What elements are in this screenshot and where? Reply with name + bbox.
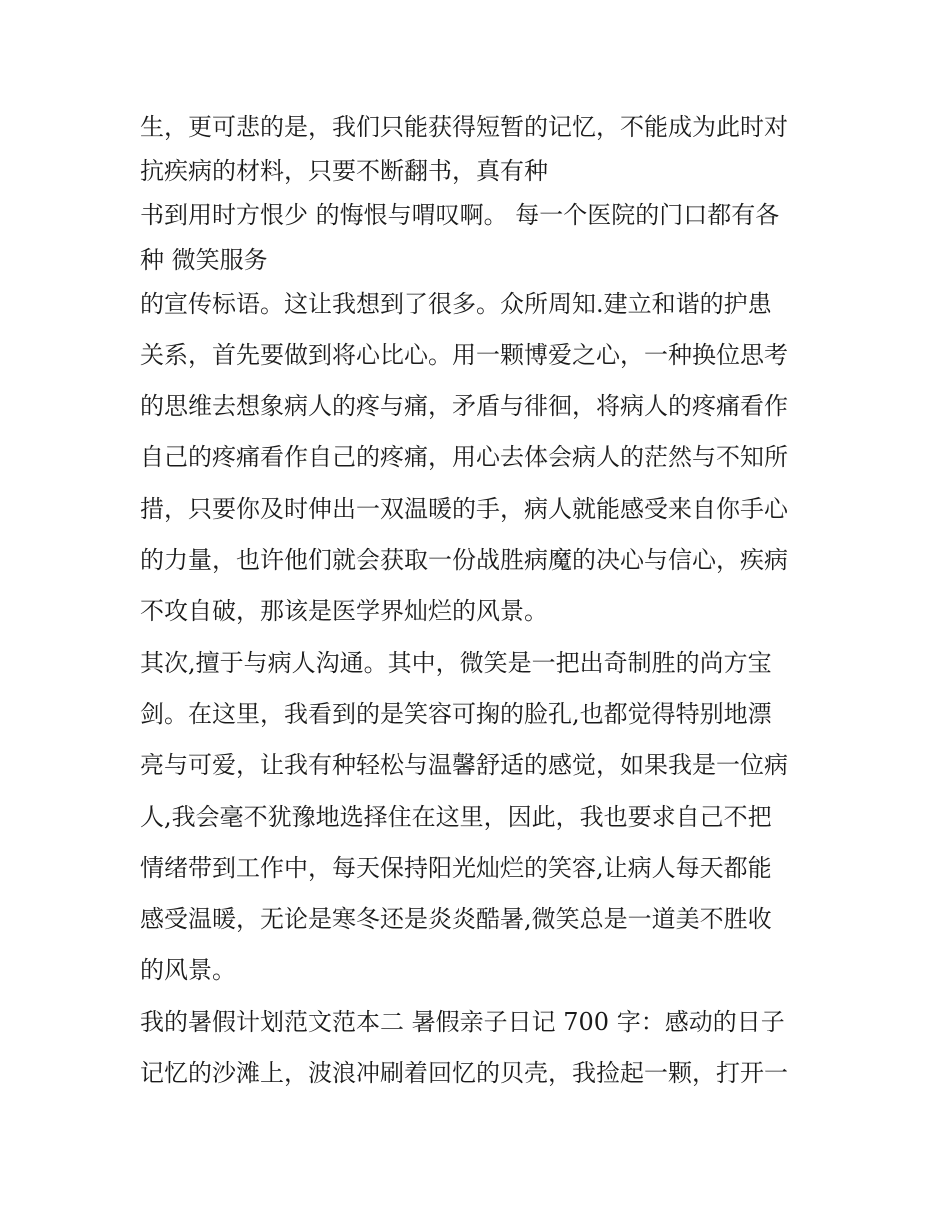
- text-line-6: 关系，首先要做到将心比心。用一颗博爱之心，一种换位思考: [140, 340, 788, 369]
- document-body: [140, 102, 820, 1099]
- text-line-5: 的宣传标语。这让我想到了很多。众所周知.建立和谐的护患: [140, 289, 772, 318]
- text-line-14: 亮与可爱，让我有种轻松与温馨舒适的感觉，如果我是一位病: [140, 751, 788, 780]
- text-line-18: 的风景。: [140, 956, 236, 985]
- text-line-11: 不攻自破，那该是医学界灿烂的风景。: [140, 597, 548, 626]
- text-line-20: 记忆的沙滩上，波浪冲刷着回忆的贝壳，我捡起一颗，打开一: [140, 1059, 788, 1088]
- text-line-3: 书到用时方恨少 的悔恨与喟叹啊。 每一个医院的门口都有各: [140, 201, 780, 230]
- text-line-13: 剑。在这里，我看到的是笑容可掬的脸孔,也都觉得特别地漂: [140, 699, 772, 728]
- text-line-2: 抗疾病的材料，只要不断翻书，真有种: [140, 157, 548, 186]
- text-line-19: 我的暑假计划范文范本二 暑假亲子日记 700 字：感动的日子: [140, 1007, 785, 1036]
- text-line-16: 情绪带到工作中，每天保持阳光灿烂的笑容,让病人每天都能: [140, 853, 772, 882]
- text-line-8: 自己的疼痛看作自己的疼痛，用心去体会病人的茫然与不知所: [140, 443, 788, 472]
- text-line-4: 种 微笑服务: [140, 245, 268, 274]
- text-line-15: 人,我会毫不犹豫地选择住在这里，因此，我也要求自己不把: [140, 802, 772, 831]
- text-line-7: 的思维去想象病人的疼与痛，矛盾与徘徊，将病人的疼痛看作: [140, 392, 788, 421]
- text-line-17: 感受温暖，无论是寒冬还是炎炎酷暑,微笑总是一道美不胜收: [140, 905, 772, 934]
- text-line-10: 的力量，也许他们就会获取一份战胜病魔的决心与信心，疾病: [140, 546, 788, 575]
- text-line-12: 其次,擅于与病人沟通。其中，微笑是一把出奇制胜的尚方宝: [140, 648, 772, 677]
- text-line-9: 措，只要你及时伸出一双温暖的手，病人就能感受来自你手心: [140, 494, 788, 523]
- text-line-1: 生，更可悲的是，我们只能获得短暂的记忆，不能成为此时对: [140, 113, 788, 141]
